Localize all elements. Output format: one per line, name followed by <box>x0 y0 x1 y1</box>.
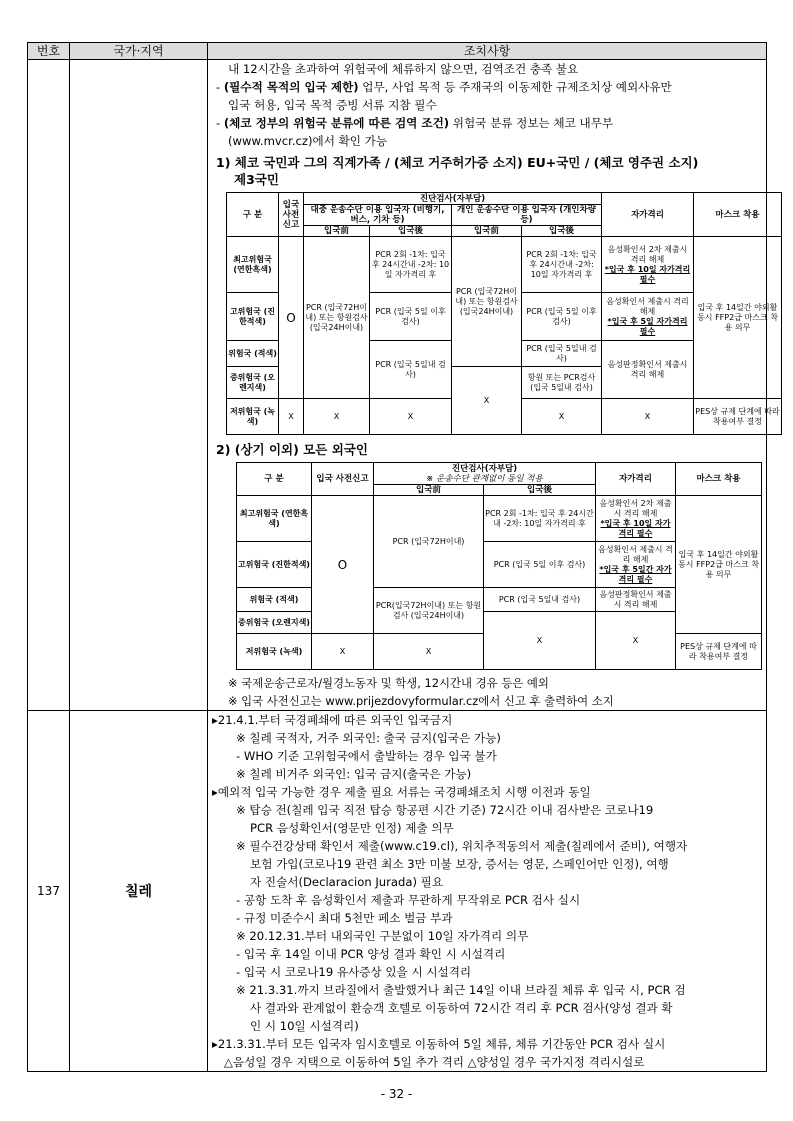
col-isolation: 자가격리 <box>596 463 676 496</box>
text-line: ※ 21.3.31.까지 브라질에서 출발했거나 최근 14일 이내 브라질 체류 후 입국 시, PCR 검 <box>236 983 686 997</box>
text-line: ※ 칠레 국적자, 거주 외국인: 출국 금지(입국은 가능) <box>236 731 501 745</box>
text-line: - 입국 후 14일 이내 PCR 양성 결과 확인 시 시설격리 <box>236 947 506 961</box>
isolation-mandatory: *입국 후 10일 자가격리 필수 <box>604 264 691 284</box>
text-line: ▸예외적 입국 가능한 경우 제출 필요 서류는 국경폐쇄조치 시행 이전과 동일 <box>212 785 591 799</box>
public-pre-none: X <box>304 399 370 435</box>
isolation-cell <box>596 542 676 588</box>
text-line: ▸21.3.31.부터 모든 입국자 임시호텔로 이동하여 5일 체류, 체류 기간동안 PCR 검사 실시 <box>212 1037 666 1051</box>
post-test: PCR 2회 -1차: 입국 후 24시간 내 -2차: 10일 자가격리 후 <box>484 496 596 542</box>
pre-reg-required: O <box>279 237 304 399</box>
private-post-test: 항원 또는 PCR검사 (입국 5일내 검사) <box>522 367 602 399</box>
pre-reg-none: X <box>312 634 374 670</box>
note-registration: ※ 입국 사전신고는 www.prijezdovyformular.cz에서 신고 후 출력하여 소지 <box>228 694 614 708</box>
measures-table <box>27 42 780 1072</box>
header-measures: 조치사항 <box>208 43 767 60</box>
col-mask: 마스크 착용 <box>676 463 762 496</box>
isolation-cell <box>596 496 676 542</box>
public-post-test: PCR 2회 -1차: 입국 후 24시간내 -2차: 10일 자가격리 후 <box>370 237 452 293</box>
col-pre-registration: 입국 사전신고 <box>312 463 374 496</box>
col-post-entry: 입국後 <box>484 485 596 496</box>
header-num: 번호 <box>28 43 70 60</box>
text-line: 사 결과와 관계없이 환승객 호텔로 이동하여 72시간 격리 후 PCR 검사(양성 결과 확 <box>250 1001 673 1015</box>
bold-phrase: (체코 정부의 위험국 분류에 따른 검역 조건) <box>223 116 450 130</box>
col-post-entry: 입국後 <box>370 226 452 237</box>
isolation-text: 음성확인서 제출시 격리 해제 <box>606 296 689 316</box>
col-mask: 마스크 착용 <box>694 193 782 237</box>
text-line: - 공항 도착 후 음성확인서 제출과 무관하게 무작위로 PCR 검사 실시 <box>236 893 581 907</box>
text-line: (www.mvcr.cz)에서 확인 가능 <box>228 134 388 148</box>
public-post-test: PCR (입국 5일내 검사) <box>370 341 452 399</box>
pre-test: PCR (입국72H이내) <box>374 496 484 588</box>
row-czech-country <box>70 60 208 711</box>
isolation-text: 음성확인서 2차 제출시 격리 해제 <box>599 498 672 518</box>
czech-table-1 <box>226 192 782 435</box>
text-line: ※ 탑승 전(칠레 입국 직전 탑승 항공편 시간 기준) 72시간 이내 검사받은 코로나19 <box>236 803 654 817</box>
czech-table-2 <box>236 462 762 670</box>
text-line: - (필수적 목적의 입국 제한) 업무, 사업 목적 등 주재국의 이동제한 규제조치상 예외사유만 <box>216 80 672 94</box>
isolation-mandatory: *입국 후 10일 자가격리 필수 <box>600 518 671 538</box>
mask-rule: PES상 규제 단계에 따라 착용여부 결정 <box>676 634 762 670</box>
col-test: 진단검사(자부담) <box>304 193 602 205</box>
row-czech-content <box>208 60 780 711</box>
section-title-2: 2) (상기 이외) 모든 외국인 <box>216 442 368 457</box>
risk-low: 저위험국 (녹색) <box>227 399 279 435</box>
private-pre-none: X <box>452 367 522 435</box>
pre-test-none: X <box>374 634 484 670</box>
col-pre-entry: 입국前 <box>452 226 522 237</box>
text-line: 보험 가입(코로나19 관련 최소 3만 미불 보장, 증서는 영문, 스페인어만 인정), 여행 <box>250 857 669 871</box>
public-post-test: PCR (입국 5일 이후 검사) <box>370 293 452 341</box>
private-pre-test: PCR (입국72H이내) 또는 항원검사 (입국24H이내) <box>452 237 522 367</box>
test-header: 진단검사(자부담) <box>451 463 518 474</box>
post-test-none: X <box>484 612 596 670</box>
row-chile-num: 137 <box>28 711 70 1072</box>
isolation-none: X <box>596 612 676 670</box>
isolation-text: 음성판정확인서 제출시 격리 해제 <box>596 588 676 612</box>
pre-test: PCR(입국72H이내) 또는 항원검사 (입국24H이내) <box>374 588 484 634</box>
text-line: ※ 필수건강상태 확인서 제출(www.c19.cl), 위치추적동의서 제출(칠레에서 준비), 여행자 <box>236 839 688 853</box>
private-post-test: PCR 2회 -1차: 입국 후 24시간내 -2차: 10일 자가격리 후 <box>522 237 602 293</box>
note-exception: ※ 국제운송근로자/월경노동자 및 학생, 12시간내 경유 등은 예외 <box>228 676 549 690</box>
isolation-text: 음성확인서 제출시 격리 해제 <box>598 544 673 564</box>
text-line: △음성일 경우 지택으로 이동하여 5일 추가 격리 △양성일 경우 국가지정 격리시설로 <box>224 1055 645 1069</box>
col-isolation: 자가격리 <box>602 193 694 237</box>
risk-high: 고위험국 (진한적색) <box>237 542 312 588</box>
private-post-test: PCR (입국 5일내 검사) <box>522 341 602 367</box>
section-title-1b: 제3국민 <box>234 172 279 187</box>
text-line: ▸21.4.1.부터 국경폐쇄에 따른 외국인 입국금지 <box>212 713 453 727</box>
private-post-none: X <box>522 399 602 435</box>
test-header-note: ※ 운송수단 관계없이 동일 적용 <box>426 473 543 484</box>
col-class: 구 분 <box>227 193 279 237</box>
text-line: 내 12시간을 초과하여 위험국에 체류하지 않으면, 검역조건 충족 불요 <box>228 62 579 76</box>
text-line: PCR 음성확인서(영문만 인정) 제출 의무 <box>250 821 454 835</box>
row-czech <box>28 60 767 711</box>
col-test <box>374 463 596 485</box>
risk-low: 저위험국 (녹색) <box>237 634 312 670</box>
col-class: 구 분 <box>237 463 312 496</box>
mask-rule: PES상 규제 단계에 따라 착용여부 결정 <box>694 399 782 435</box>
isolation-none: X <box>602 399 694 435</box>
text-line: - 규정 미준수시 최대 5천만 페소 벌금 부과 <box>236 911 453 925</box>
risk-highest: 최고위험국 (연한흑색) <box>227 237 279 293</box>
post-test: PCR (입국 5일내 검사) <box>484 588 596 612</box>
isolation-text: 음성판정확인서 제출시 격리 해제 <box>602 341 694 399</box>
text-line: ※ 칠레 비거주 외국인: 입국 금지(출국은 가능) <box>236 767 472 781</box>
col-private-transport: 개인 운송수단 이용 입국자 (개인차량 등) <box>452 205 602 226</box>
isolation-cell <box>602 293 694 341</box>
text-line: - WHO 기준 고위험국에서 출발하는 경우 입국 불가 <box>236 749 497 763</box>
risk-highest: 최고위험국 (연한흑색) <box>237 496 312 542</box>
pre-reg-none: X <box>279 399 304 435</box>
risk-high: 고위험국 (진한적색) <box>227 293 279 341</box>
text-line: 자 진술서(Declaracion Jurada) 필요 <box>250 875 444 889</box>
public-post-none: X <box>370 399 452 435</box>
row-chile <box>28 711 767 1072</box>
private-post-test: PCR (입국 5일 이후 검사) <box>522 293 602 341</box>
isolation-text: 음성확인서 2차 제출시 격리 해제 <box>607 244 688 264</box>
header-row <box>28 43 767 60</box>
mask-rule: 입국 후 14일간 야외활동시 FFP2급 마스크 착용 의무 <box>694 237 782 399</box>
col-pre-entry: 입국前 <box>304 226 370 237</box>
isolation-mandatory: *입국 후 5일간 자가격리 필수 <box>599 564 672 584</box>
col-pre-entry: 입국前 <box>374 485 484 496</box>
row-chile-country: 칠레 <box>70 711 208 1072</box>
header-country: 국가·지역 <box>70 43 208 60</box>
text-line: 입국 허용, 입국 목적 증빙 서류 지참 필수 <box>228 98 437 112</box>
col-pre-registration: 입국 사전 신고 <box>279 193 304 237</box>
section-title-1: 1) 체코 국민과 그의 직계가족 / (체코 거주허가증 소지) EU+국민 / (체코 영주권 소지) <box>216 155 699 170</box>
risk-orange: 중위험국 (오렌지색) <box>237 612 312 634</box>
row-chile-content <box>208 711 767 1072</box>
text-line: - 입국 시 코로나19 유사증상 있을 시 시설격리 <box>236 965 472 979</box>
row-czech-num <box>28 60 70 711</box>
text-line: 인 시 10일 시설격리) <box>250 1019 359 1033</box>
pre-reg-required: O <box>312 496 374 634</box>
isolation-mandatory: *입국 후 5일 자가격리 필수 <box>607 316 688 336</box>
risk-medium-red: 위험국 (적색) <box>237 588 312 612</box>
bold-phrase: (필수적 목적의 입국 제한) <box>223 80 359 94</box>
risk-medium-red: 위험국 (적색) <box>227 341 279 367</box>
text-line: - (체코 정부의 위험국 분류에 따른 검역 조건) 위험국 분류 정보는 체코 내무부 <box>216 116 614 130</box>
post-test: PCR (입국 5일 이후 검사) <box>484 542 596 588</box>
col-post-entry: 입국後 <box>522 226 602 237</box>
risk-orange: 중위험국 (오렌지색) <box>227 367 279 399</box>
page-number: - 32 - <box>380 1087 413 1101</box>
text-line: ※ 20.12.31.부터 내외국인 구분없이 10일 자가격리 의무 <box>236 929 529 943</box>
col-public-transport: 대중 운송수단 이용 입국자 (비행기, 버스, 기차 등) <box>304 205 452 226</box>
public-pre-test: PCR (입국72H이내) 또는 항원검사 (입국24H이내) <box>304 237 370 399</box>
mask-rule: 입국 후 14일간 야외활동시 FFP2급 마스크 착용 의무 <box>676 496 762 634</box>
isolation-cell <box>602 237 694 293</box>
